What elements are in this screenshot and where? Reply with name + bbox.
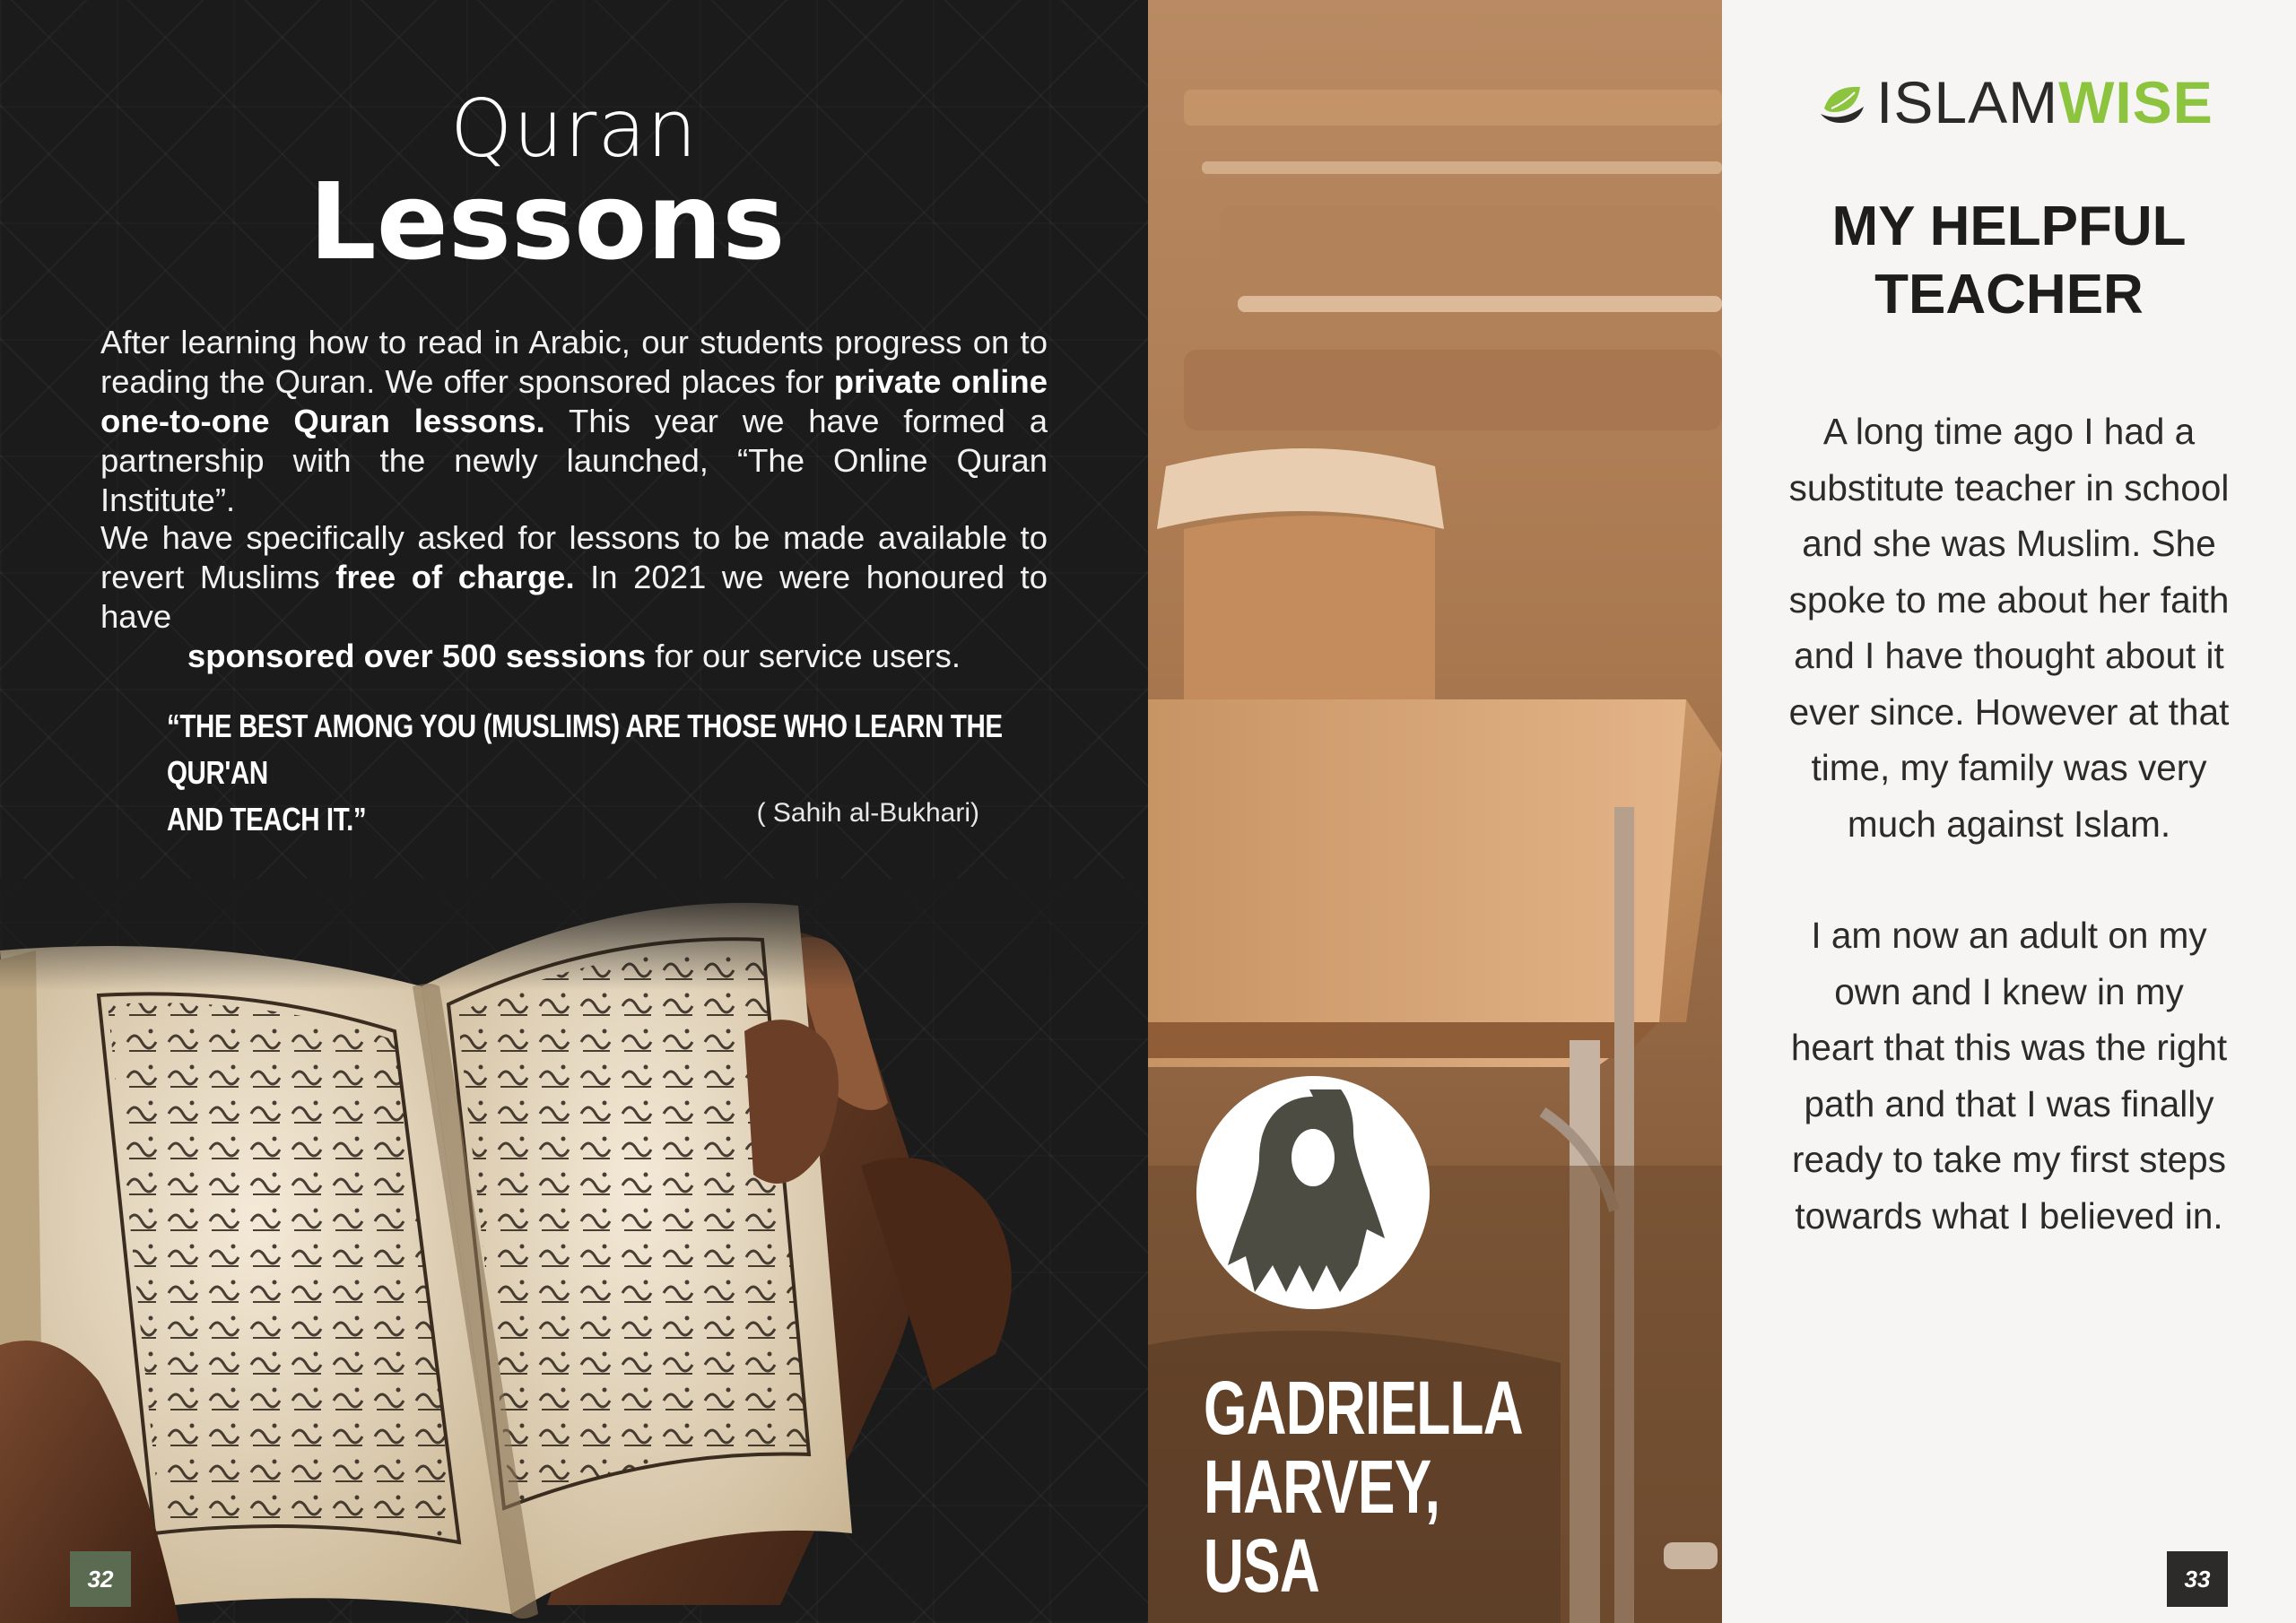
story-line: towards what I believed in.: [1795, 1194, 2223, 1237]
person-name-line-1: GADRIELLA HARVEY,: [1204, 1366, 1521, 1529]
paragraph-free-last-line: [100, 637, 1048, 676]
paragraph-free-bold-2: sponsored over 500 sessions: [187, 638, 647, 674]
story-line: heart that this was the right: [1790, 1027, 2228, 1068]
story-line: ready to take my first steps: [1792, 1139, 2226, 1180]
paragraph-intro-text-2: This year we have formed a partnership with the newly launched, “The Online Quran Institute”.: [100, 403, 1048, 518]
logo-text-wise: WISE: [2058, 69, 2213, 135]
story-line: ever since. However at that: [1788, 690, 2230, 733]
paragraph-intro-bold: private online one-to-one Quran lessons.: [100, 363, 1048, 439]
story-line: much against Islam.: [1847, 803, 2171, 845]
story-line: and she was Muslim. She: [1802, 523, 2216, 564]
title-lessons: Lessons: [309, 160, 786, 283]
person-name: [1204, 1366, 1748, 1608]
title-quran: Quran: [450, 82, 698, 175]
story-paragraph-2: [1747, 907, 2271, 1244]
logo-text-islam: ISLAM: [1876, 69, 2059, 135]
paragraph-intro-text-1: After learning how to read in Arabic, our students progress on to reading the Quran. We offer sponsored places for: [100, 324, 1048, 400]
page-number-right: 33: [2167, 1551, 2228, 1607]
paragraph-free-text-1: We have specifically asked for lessons to be made available to revert Muslims: [100, 519, 1048, 595]
story-line: path and that I was finally: [1804, 1082, 2214, 1124]
paragraph-free-text-3: for our service users.: [646, 638, 961, 674]
story-title-line-1: MY HELPFUL: [1831, 195, 2187, 257]
page-number-left: 32: [70, 1551, 131, 1607]
paragraph-free: [100, 518, 1048, 676]
story-line: and I have thought about it: [1794, 635, 2224, 676]
story-line: substitute teacher in school: [1788, 466, 2230, 508]
story-paragraph-1: [1747, 404, 2271, 852]
islamwise-leaf-icon: [1819, 82, 1867, 123]
person-country: USA: [1204, 1523, 1320, 1608]
paragraph-intro: [100, 323, 1048, 520]
story-line: A long time ago I had a: [1822, 411, 2196, 452]
story-line: own and I knew in my: [1834, 970, 2184, 1012]
quran-book-photo: [0, 879, 1148, 1623]
story-title-line-2: TEACHER: [1874, 264, 2144, 325]
hadith-source: ( Sahih al-Bukhari): [756, 798, 979, 828]
story-line: I am now an adult on my: [1811, 915, 2207, 956]
hijab-woman-icon: [1228, 1089, 1398, 1296]
paragraph-free-text-2: In 2021 we were honoured to have: [100, 559, 1048, 635]
story-line: spoke to me about her faith: [1788, 578, 2230, 621]
avatar: [1196, 1076, 1430, 1309]
story-title: [1722, 193, 2296, 329]
hadith-quote-line-1: “THE BEST AMONG YOU (MUSLIMS) ARE THOSE WHO LEARN THE QUR'AN: [167, 707, 1003, 791]
story-line: time, my family was very: [1811, 747, 2207, 788]
islamwise-logo: [1819, 70, 2213, 135]
hadith-quote-line-2: AND TEACH IT.”: [167, 801, 367, 838]
paragraph-free-bold: free of charge.: [335, 559, 575, 595]
